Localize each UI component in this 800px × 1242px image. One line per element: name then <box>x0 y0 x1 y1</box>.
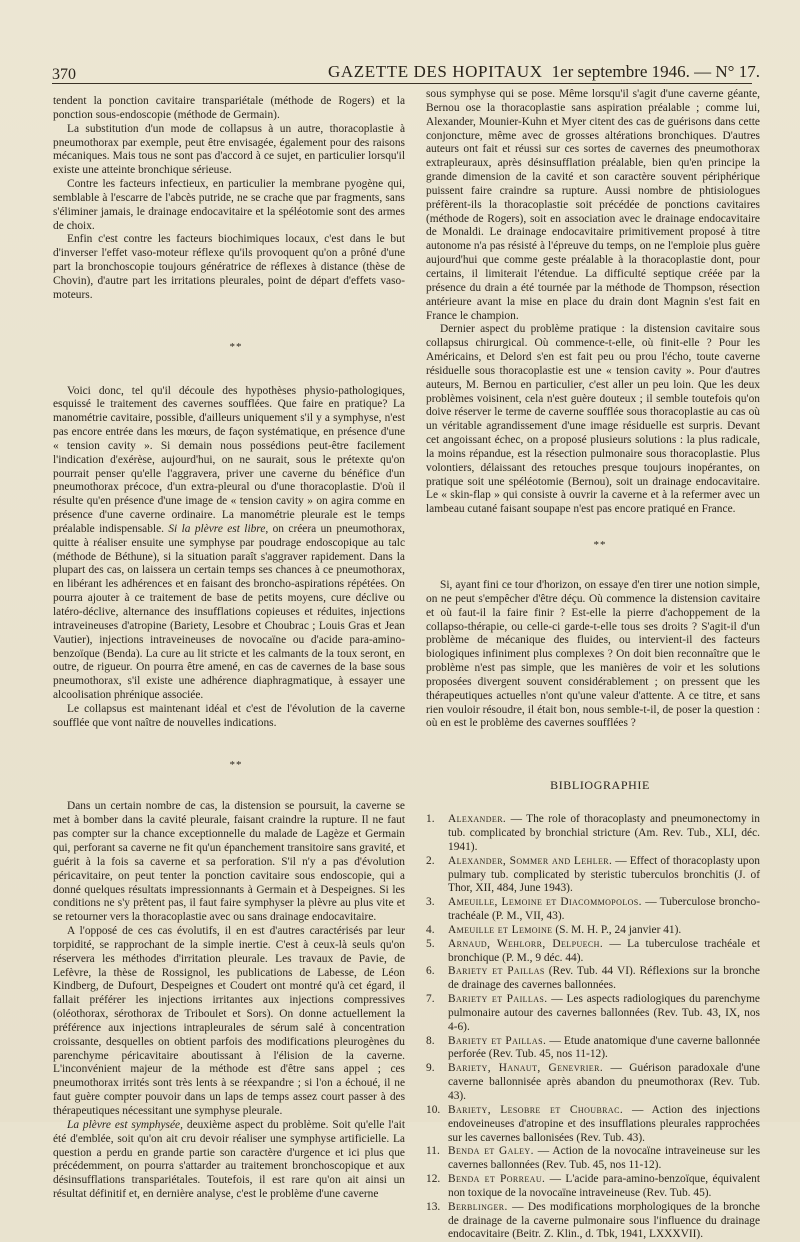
bibliography-entry <box>426 924 760 938</box>
bibliography-entry <box>426 1062 760 1104</box>
journal-title: GAZETTE DES HOPITAUX <box>328 62 543 81</box>
entry-authors: Benda et Galey. <box>448 1145 534 1158</box>
entry-text: — Action des injections endoveineuses d'atropine et des insufflations pleurales rapprochées sur les cavernes ballonisées (Rev. Tub. 43). <box>448 1103 760 1144</box>
entry-authors: Benda et Porreau. <box>448 1173 546 1186</box>
entry-authors: Ameuille et Lemoine <box>448 923 553 936</box>
page-header <box>52 60 760 83</box>
entry-number: 3. <box>426 896 435 909</box>
entry-number: 8. <box>426 1034 435 1047</box>
entry-text: (S. M. H. P., 24 janvier 41). <box>552 923 682 936</box>
paragraph: Si, ayant fini ce tour d'horizon, on essaye d'en tirer une notion simple, on ne peut s'empêcher d'être déçu. Où commence la distension cavitaire et où faut-il la faire finir ? Est-elle la pierre d'achoppement de la collapso-thérapie, ou celle-ci garde-t-elle tous ses droits ? S'agit-il d'un problème de mécanique des fluides, ou intervient-il des facteurs biologiques infiniment plus complexes ? On doit bien reconnaître que le problème n'est pas simple, que les manières de voir et les solutions proposées divergent souvent considérablement ; on pressent que les thérapeutiques actuelles n'ont qu'une valeur d'attente. A ce titre, et sans rien vouloir résoudre, il était bon, nous semble-t-il, de poser la question : où en est le problème des cavernes soufflées ? <box>426 579 760 730</box>
bibliography-entry <box>426 1173 760 1201</box>
entry-text: — L'acide para-amino-benzoïque, équivalent non toxique de la novocaïne intraveineuse (Rev. Tub. 45). <box>448 1173 760 1199</box>
issue-date: 1er septembre 1946. — N° 17. <box>551 62 760 81</box>
entry-authors: Bariety, Lesobre et Choubrac. <box>448 1103 624 1116</box>
paragraph: La substitution d'un mode de collapsus à un autre, thoracoplastie à pneumothorax par exemple, peut être envisagée, également pour des raisons mécaniques. Mais tous ne sont pas d'accord à ce sujet, en particulier lorsqu'il existe une atteinte bronchique sérieuse. <box>53 122 405 177</box>
paragraph: Contre les facteurs infectieux, en particulier la membrane pyogène qui, semblable à l'escarre de l'abcès putride, ne se crache que par fragments, sans s'éliminer jamais, le drainage endocavitaire et la spéléotomie sont des armes de choix. <box>53 178 405 232</box>
paragraph: Dans un certain nombre de cas, la distension se poursuit, la caverne se met à bomber dans la cavité pleurale, faisant craindre la rupture. Il ne faut pas compter sur la chance exceptionnelle du malade de Lagèze et Germain qui, perforant sa caverne ne fit qu'un épanchement transitoire sans gravité, et guérit à la fois sa caverne et sa perforation. S'il n'y a pas d'évolution péricavitaire, on peut tenter la ponction cavitaire sous endoscopie, qui a donné quelques résultats impressionnants à Germain et à Despeignes. Si les conditions ne s'y prêtent pas, il faut faire symphyser la plèvre au plus vite et se retourner vers la thoracoplastie avec ou sans drainage endocavitaire. <box>53 800 405 924</box>
entry-authors: Alexander. <box>448 813 507 826</box>
entry-number: 9. <box>426 1062 435 1075</box>
entry-authors: Bariety et Paillas. <box>448 993 548 1006</box>
paragraph-text: deuxième aspect du problème. Soit qu'elle l'ait été d'emblée, soit qu'on ait cru devoir réaliser une symphyse artificielle. La question a perdu en grande partie son caractère d'urgence et ici plus que précédemment, on pourra s'attarder au traitement bronchoscopique et aux désinsufflations transpariétales. Toutefois, il est rare qu'on ait ainsi un résultat définitif et, en dernière analyse, c'est le problème d'une caverne <box>53 1118 405 1201</box>
entry-text: — Action de la novocaïne intraveineuse sur les cavernes ballonnées (Rev. Tub. 45, nos 11-12). <box>448 1145 761 1172</box>
page-number: 370 <box>52 66 76 83</box>
right-column <box>426 88 760 1242</box>
paragraph-text: on créera un pneumothorax, quitte à réaliser ensuite une symphyse par poudrage endoscopique au talc (méthode de Béthune), si la situation paraît s'aggraver rapidement. Dans la plupart des cas, on laissera un certain temps ses chances à ce pneumothorax, en libérant les adhérences et en faisant des broncho-aspirations répétées. On pourra ajouter à ce traitement de base de petits moyens, cure déclive ou latéro-déclive, alternance des insufflations copieuses et réduites, injections intraveineuses d'atropine (Bariety, Lesobre et Choubrac ; Louis Gras et Jean Vautier), injections intraveineuses de novocaïne ou d'acide para-amino-benzoïque (Benda). La cure au lit stricte et les calmants de la toux seront, en outre, de rigueur. On pourra être amené, en cas de cavernes de la base sous pneumothorax, s'il existe une adhérence diaphragmatique, à essayer une alcoolisation phrénique associée. <box>53 522 405 702</box>
paragraph: tendent la ponction cavitaire transpariétale (méthode de Rogers) et la ponction sous-endoscopie (méthode de Germain). <box>53 95 405 121</box>
bibliography-entry <box>426 813 760 855</box>
section-separator: ** <box>593 539 607 552</box>
entry-number: 10. <box>426 1103 441 1116</box>
entry-text: — The role of thoracoplasty and pneumonectomy in tub. complicated by bronchial stricture (Am. Rev. Tub., XLI, déc. 1941). <box>448 813 760 853</box>
section-separator: ** <box>229 340 243 353</box>
entry-number: 13. <box>426 1200 441 1213</box>
entry-text: — Des modifications morphologiques de la bronche de drainage de la caverne pulmonaire sous l'influence du drainage endocavitaire (Beitr. Z. Klin., d. Tbk, 1941, LXXXVII). <box>448 1200 760 1241</box>
paragraph: Enfin c'est contre les facteurs biochimiques locaux, c'est dans le but d'inverser l'effet vaso-moteur réflexe qu'ils provoquent qu'on a prôné d'une part la bronchoscopie toujours génératrice de réflexes à distance (thèse de Chovin), d'autre part les irritations pleurales, point de départ d'effets vaso-moteurs. <box>53 233 405 301</box>
paragraph: A l'opposé de ces cas évolutifs, il en est d'autres caractérisés par leur torpidité, se rapprochant de la simple inertie. C'est à ceux-là seuls qu'on réservera les méthodes d'irritation pleurale. Les travaux de Pavie, de Lefèvre, la thèse de Rossignol, les publications de Labesse, de Léon Kindberg, de Dufourt, Despeignes et Coudert ont montré qu'à cet égard, il fallait préférer les injections irritantes aux injections compressives (oléothorax, sérothorax de Triboulet et Sors). On donne actuellement la préférence aux injections intrapleurales de sérum salé à concentration croissante, desquelles on obtient parfois des modifications pleurogènes du parenchyme péricavitaire aboutissant à l'élision de la caverne. L'inconvénient majeur de la méthode est d'être sans appel ; ces pneumothorax irrités sont très lents à se réexpandre ; si l'on a échoué, il ne faut guère compter pouvoir dans un laps de temps assez court passer à des thérapeutiques nécessitant une symphyse pleurale. <box>53 925 405 1117</box>
entry-authors: Ameuille, Lemoine et Diacommopolos. <box>448 896 642 909</box>
entry-text: — Effect of thoracoplasty upon pulmary tub. complicated by steristic tuberculos bronchitis (J. of Thor, XII, 484, June 1943). <box>448 854 760 895</box>
paragraph <box>53 385 405 703</box>
header-rule <box>52 83 752 84</box>
bibliography-entry <box>426 855 760 897</box>
entry-authors: Bariety et Paillas <box>448 965 545 978</box>
entry-text: — Tuberculose broncho-trachéale (P. M., VII, 43). <box>448 896 760 923</box>
entry-number: 1. <box>426 813 435 826</box>
entry-authors: Arnaud, Wehlorr, Delpuech. <box>448 937 604 950</box>
bibliography-heading: BIBLIOGRAPHIE <box>550 778 650 793</box>
entry-text: — Etude anatomique d'une caverne ballonnée perforée (Rev. Tub. 45, nos 11-12). <box>448 1034 760 1061</box>
entry-text: (Rev. Tub. 44 VI). Réflexions sur la bronche de drainage des cavernes ballonnées. <box>448 965 760 992</box>
section-separator: ** <box>229 758 243 771</box>
entry-number: 6. <box>426 965 435 978</box>
bibliography-entry <box>426 1145 760 1173</box>
entry-number: 4. <box>426 923 435 936</box>
bibliography-entry <box>426 938 760 966</box>
entry-text: — Guérison paradoxale d'une caverne ballonnisée après abandon du pneumothorax (Rev. Tub. 43). <box>448 1062 760 1102</box>
bibliography-list <box>426 813 760 1242</box>
entry-number: 2. <box>426 854 435 867</box>
entry-number: 11. <box>426 1145 440 1158</box>
italic-phrase: Si la plèvre est libre, <box>168 522 269 535</box>
entry-authors: Bariety et Paillas. <box>448 1034 547 1047</box>
entry-authors: Alexander, Sommer and Lehler. <box>448 854 613 867</box>
paragraph: Le collapsus est maintenant idéal et c'est de l'évolution de la caverne soufflée que vont naître de nouvelles indications. <box>53 702 405 729</box>
bibliography-entry <box>426 1201 760 1242</box>
entry-number: 12. <box>426 1173 441 1186</box>
entry-text: — Les aspects radiologiques du parenchyme pulmonaire autour des cavernes ballonnées (Rev. Tub. 43, IX, nos 4-6). <box>448 993 760 1033</box>
paragraph: sous symphyse qui se pose. Même lorsqu'il s'agit d'une caverne géante, Bernou ose la thoracoplastie sans aspiration préalable ; comme lui, Alexander, Mounier-Kuhn et Myer citent des cas de guérisons dans cette conjoncture, même avec de grosses altérations bronchiques. D'autres auteurs ont fait et réussi sur ces sortes de cavernes des pneumothorax extrapleuraux, après désinsufflation préalable, bien qu'en principe la grande dimension de la cavité et son caractère souvent périphérique puissent faire craindre sa rupture. Aussi nombre de phtisiologues préfèrent-ils la thoracoplastie soit précédée de ponctions cavitaires (méthode de Rogers), soit en association avec le drainage endocavitaire de Monaldi. Le drainage endocavitaire primitivement proposé à titre autonome n'a pas résisté à l'épreuve du temps, on ne l'emploie plus guère aujourd'hui que comme geste préalable à la thoracoplastie dont, pour certains, il limiterait l'étendue. La difficulté septique créée par la présence du drain a été tournée par la méthode de Thompson, résection antérieure avant la mise en place du drain dont Magnin s'est fait en France le champion. <box>426 88 760 322</box>
bibliography-entry <box>426 1104 760 1146</box>
italic-phrase: La plèvre est symphysée, <box>67 1118 183 1131</box>
entry-number: 5. <box>426 937 435 950</box>
bibliography-entry <box>426 1035 760 1063</box>
bibliography-entry <box>426 965 760 993</box>
entry-authors: Bariety, Hanaut, Genevrier. <box>448 1062 604 1075</box>
entry-number: 7. <box>426 993 435 1006</box>
entry-text: — La tuberculose trachéale et bronchique (P. M., 9 déc. 44). <box>448 937 760 964</box>
bibliography-entry <box>426 896 760 924</box>
left-column <box>53 95 405 1202</box>
paragraph <box>53 1119 405 1202</box>
paragraph-text: Voici donc, tel qu'il découle des hypothèses physio-pathologiques, esquissé le traitement des cavernes soufflées. Que faire en pratique? La manométrie cavitaire, possible, d'ailleurs uniquement s'il y a symphyse, n'est pas encore entrée dans les mœurs, de façon systématique, en présence d'une « tension cavity ». Si demain nous possédions peut-être facilement l'indication d'exérèse, aujourd'hui, on ne saurait, sous le prétexte qu'on pourrait penser qu'elle l'aggravera, priver une caverne du bénéfice d'un pneumothorax précoce, d'un extra-pleural ou d'une thoracoplastie. D'où il résulte qu'en présence d'une image de « tension cavity » on agira comme en présence d'une caverne ordinaire. La manométrie pleurale est le temps préalable indispensable. <box>53 384 405 535</box>
bibliography-entry <box>426 993 760 1035</box>
paragraph: Dernier aspect du problème pratique : la distension cavitaire sous collapsus chirurgical. Où commence-t-elle, où finit-elle ? Pour les Américains, et Delord s'en est fait peu ou prou l'écho, toute caverne résiduelle sous thoracoplastie est une « tension cavity ». Pour d'autres auteurs, M. Bernou en particulier, c'est aller un peu loin. Que les deux problèmes voisinent, cela n'est guère douteux ; il semble toutefois qu'on doive réserver le terme de caverne soufflée sous thoracoplastie au cas où un véritable agrandissement d'une image résiduelle est surpris. Devant cet angoissant échec, on a proposé plusieurs solutions : la plus radicale, la moins répandue, est la résection pulmonaire sous thoracoplastie. Plus volontiers, délaissant des retouches presque toujours inopérantes, on pratique soit une spéléotomie (Bernou), soit un drainage endocavitaire. Le « skin-flap » qui consiste à ouvrir la caverne et à la refermer avec un lambeau cutané faisant soupape n'est pas encore pratiqué en France. <box>426 323 760 516</box>
entry-authors: Berblinger. <box>448 1200 508 1213</box>
